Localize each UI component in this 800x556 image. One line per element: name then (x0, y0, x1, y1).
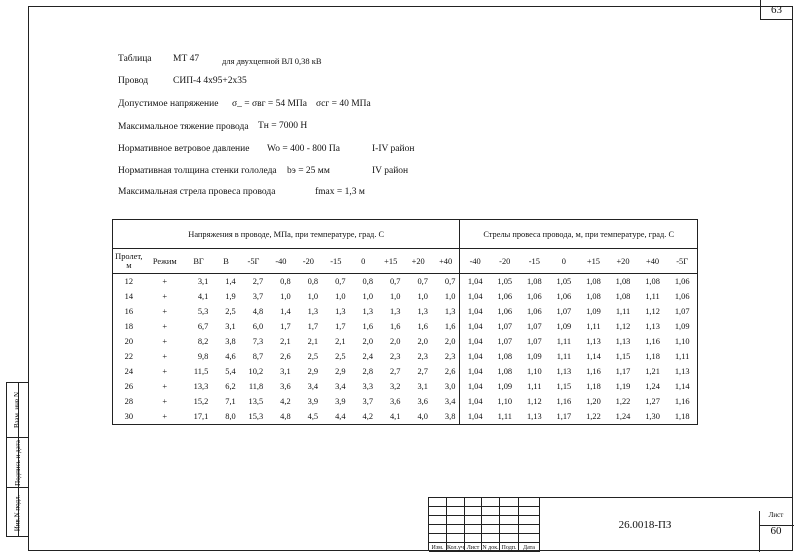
col-header-stress: -5Г (247, 256, 260, 266)
cell-sag: 1,08 (586, 292, 601, 301)
cell-stress: 1,3 (444, 307, 456, 316)
cell-stress: 3,6 (417, 397, 428, 406)
cell-sag: 1,15 (615, 352, 631, 361)
cell-stress: 2,6 (280, 352, 291, 361)
cell-stress: 1,0 (417, 292, 428, 301)
cell-stress: 3,9 (335, 397, 346, 406)
wire-value: СИП-4 4х95+2х35 (173, 76, 247, 86)
col-header-stress: +15 (384, 256, 398, 266)
cell-sag: 1,04 (460, 364, 490, 379)
cell-stress: 2,3 (417, 352, 428, 361)
cell-sag: 1,08 (645, 277, 660, 286)
cell-sag: 1,21 (645, 367, 660, 376)
cell-stress: 5,4 (225, 367, 236, 376)
cell-stress: 1,0 (307, 292, 319, 301)
cell-stress: 4,2 (280, 397, 291, 406)
cell-mode: + (162, 397, 168, 406)
cell-sag: 1,11 (674, 352, 690, 361)
cell-stress: 3,1 (197, 277, 209, 286)
cell-stress: 1,4 (280, 307, 291, 316)
cell-stress: 7,1 (225, 397, 236, 406)
cell-stress: 7,3 (252, 337, 264, 346)
side-label-inv: Инв.N подл. (13, 494, 22, 532)
table-row (113, 379, 698, 394)
cell-sag: 1,07 (526, 322, 542, 331)
cell-sag: 1,11 (556, 337, 572, 346)
stamp-cell (429, 507, 447, 516)
wire-label: Провод (118, 76, 149, 86)
cell-stress: 8,0 (225, 412, 236, 421)
cell-stress: 10,2 (248, 367, 264, 376)
cell-stress: 4,6 (225, 352, 236, 361)
cell-stress: 13,5 (248, 397, 264, 406)
cell-sag: 1,11 (645, 292, 660, 301)
cell-sag: 1,18 (674, 412, 690, 421)
allow-label: Допустимое напряжение (118, 99, 219, 109)
cell-stress: 17,1 (193, 412, 209, 421)
cell-span: 18 (124, 322, 134, 331)
sag-group-header: Стрелы провеса провода, м, при температуре, град. С (460, 220, 698, 249)
cell-stress: 1,3 (417, 307, 428, 316)
cell-sag: 1,08 (497, 367, 513, 376)
cell-sag: 1,10 (526, 367, 542, 376)
cell-stress: 4,5 (307, 412, 319, 421)
cell-sag: 1,05 (497, 277, 513, 286)
stamp-cell (447, 534, 465, 543)
table-code: МТ 47 (173, 54, 200, 64)
cell-sag: 1,18 (645, 352, 660, 361)
cell-stress: 3,3 (362, 382, 373, 391)
cell-stress: 1,0 (335, 292, 346, 301)
cell-span: 28 (124, 397, 134, 406)
cell-stress: 1,6 (389, 322, 401, 331)
table-desc: для двухцепной ВЛ 0,38 кВ (222, 56, 322, 66)
cell-sag: 1,06 (674, 292, 690, 301)
cell-stress: 1,0 (280, 292, 291, 301)
sag-label: Максимальная стрела провеса провода (118, 187, 276, 197)
col-header-sag: -5Г (676, 256, 689, 266)
wind-value: Wo = 400 - 800 Па (267, 144, 340, 154)
side-cell-inv (7, 488, 28, 538)
cell-stress: 4,2 (362, 412, 373, 421)
page-number-top: 63 (760, 0, 792, 20)
cell-stress: 1,4 (225, 277, 236, 286)
cell-sag: 1,22 (586, 412, 601, 421)
cell-sag: 1,09 (497, 382, 513, 391)
document-code: 26.0018-ПЗ (618, 519, 672, 531)
cell-mode: + (162, 352, 168, 361)
cell-sag: 1,04 (460, 379, 490, 394)
table-label: Таблица (118, 54, 152, 64)
cell-span: 22 (124, 352, 134, 361)
cell-stress: 2,5 (307, 352, 319, 361)
cell-sag: 1,13 (645, 322, 660, 331)
cell-sag: 1,07 (497, 337, 513, 346)
cell-sag: 1,08 (526, 277, 542, 286)
cell-stress: 1,0 (444, 292, 456, 301)
cell-mode: + (162, 292, 168, 301)
cell-stress: 6,0 (252, 322, 264, 331)
cell-sag: 1,10 (674, 337, 690, 346)
stamp-cell (447, 507, 465, 516)
cell-stress: 1,6 (417, 322, 428, 331)
cell-span: 24 (124, 367, 134, 376)
stamp-cell (519, 498, 540, 507)
cell-stress: 2,3 (389, 352, 401, 361)
stamp-cell (465, 498, 482, 507)
cell-sag: 1,04 (460, 349, 490, 364)
cell-sag: 1,17 (556, 412, 572, 421)
cell-sag: 1,08 (497, 352, 513, 361)
cell-stress: 2,3 (444, 352, 456, 361)
cell-stress: 3,6 (280, 382, 291, 391)
stamp-cell (482, 498, 500, 507)
cell-stress: 3,7 (362, 397, 373, 406)
cell-stress: 3,9 (307, 397, 319, 406)
cell-stress: 2,1 (307, 337, 319, 346)
col-header-sag: -40 (460, 249, 490, 274)
stamp-label: Изм. (429, 543, 447, 552)
col-header-sag: 0 (561, 256, 566, 266)
cell-sag: 1,19 (615, 382, 631, 391)
cell-stress: 2,5 (225, 307, 236, 316)
cell-sag: 1,12 (645, 307, 660, 316)
cell-sag: 1,24 (615, 412, 631, 421)
cell-stress: 3,2 (389, 382, 401, 391)
table-row (113, 274, 698, 290)
cell-stress: 15,3 (248, 412, 264, 421)
sheet-label: Лист (768, 511, 784, 519)
col-header-stress: 0 (361, 256, 366, 266)
cell-mode: + (162, 322, 168, 331)
stamp-label: Лист (465, 543, 482, 552)
cell-stress: 2,9 (335, 367, 346, 376)
data-table (112, 219, 698, 425)
col-header-stress: -20 (302, 256, 314, 266)
sheet-number: 60 (770, 525, 782, 537)
cell-sag: 1,17 (615, 367, 631, 376)
cell-sag: 1,16 (586, 367, 601, 376)
cell-sag: 1,04 (460, 274, 490, 290)
cell-sag: 1,14 (674, 382, 690, 391)
col-header-sag: +20 (616, 256, 630, 266)
side-cell-replace (7, 383, 28, 438)
table-row (113, 394, 698, 409)
table-row (113, 334, 698, 349)
cell-stress: 0,8 (362, 277, 373, 286)
cell-stress: 3,8 (444, 412, 456, 421)
stamp-label: Подп. (500, 543, 519, 552)
col-header-stress: ВГ (193, 256, 204, 266)
cell-stress: 4,0 (417, 412, 428, 421)
cell-mode: + (162, 337, 168, 346)
cell-span: 14 (124, 292, 134, 301)
cell-stress: 1,9 (225, 292, 236, 301)
cell-stress: 2,0 (389, 337, 401, 346)
stamp-cell (447, 498, 465, 507)
ice-value: bэ = 25 мм (287, 166, 330, 176)
cell-sag: 1,09 (526, 352, 542, 361)
cell-stress: 4,1 (389, 412, 401, 421)
cell-stress: 2,7 (389, 367, 401, 376)
col-header-mode: Режим (152, 256, 177, 266)
cell-stress: 3,1 (225, 322, 236, 331)
cell-stress: 1,3 (335, 307, 346, 316)
col-header-stress: -40 (275, 256, 287, 266)
cell-stress: 3,1 (280, 367, 291, 376)
cell-sag: 1,09 (556, 322, 572, 331)
cell-stress: 1,6 (362, 322, 373, 331)
cell-sag: 1,11 (497, 412, 512, 421)
cell-sag: 1,06 (526, 307, 542, 316)
col-header-sag: +40 (646, 256, 660, 266)
stamp-cell (500, 525, 519, 534)
cell-stress: 3,7 (252, 292, 264, 301)
cell-mode: + (162, 382, 168, 391)
cell-sag: 1,16 (674, 397, 690, 406)
cell-sag: 1,04 (460, 304, 490, 319)
wind-region: I-IV район (372, 144, 415, 154)
col-header-stress: -15 (330, 256, 342, 266)
cell-stress: 2,0 (362, 337, 373, 346)
stamp-cell (500, 507, 519, 516)
cell-stress: 11,5 (193, 367, 209, 376)
stamp-cell (482, 507, 500, 516)
tension-value: Тн = 7000 Н (258, 121, 308, 131)
side-stamp (6, 382, 28, 537)
stamp-cell (465, 507, 482, 516)
cell-stress: 0,8 (280, 277, 291, 286)
cell-stress: 8,7 (252, 352, 264, 361)
cell-stress: 9,8 (197, 352, 209, 361)
cell-stress: 1,3 (307, 307, 319, 316)
cell-sag: 1,13 (674, 367, 690, 376)
cell-sag: 1,12 (615, 322, 631, 331)
cell-stress: 2,1 (335, 337, 346, 346)
cell-stress: 1,3 (362, 307, 373, 316)
stamp-cell (482, 516, 500, 525)
cell-sag: 1,22 (615, 397, 631, 406)
side-label-replace: Взам. инв.N (13, 391, 22, 429)
stamp-cell (447, 525, 465, 534)
cell-sag: 1,13 (615, 337, 631, 346)
cell-mode: + (162, 412, 168, 421)
cell-sag: 1,10 (497, 397, 513, 406)
cell-stress: 8,2 (197, 337, 209, 346)
cell-sag: 1,07 (497, 322, 513, 331)
cell-sag: 1,08 (615, 277, 631, 286)
cell-stress: 3,4 (307, 382, 319, 391)
cell-sag: 1,27 (645, 397, 660, 406)
cell-stress: 1,0 (362, 292, 373, 301)
cell-sag: 1,04 (460, 394, 490, 409)
allow-value-1: σ_ = σвг = 54 МПа (232, 99, 307, 109)
wind-label: Нормативное ветровое давление (118, 144, 250, 154)
table-row (113, 289, 698, 304)
side-label-sign: Подпись и дата (13, 439, 22, 486)
cell-sag: 1,11 (556, 352, 572, 361)
allow-value-2: σcг = 40 МПа (316, 99, 371, 109)
stress-group-header: Напряжения в проводе, МПа, при температуре, град. С (188, 229, 385, 239)
table-row (113, 304, 698, 319)
cell-sag: 1,20 (586, 397, 601, 406)
cell-sag: 1,30 (645, 412, 660, 421)
stamp-cell (500, 534, 519, 543)
cell-span: 26 (124, 382, 134, 391)
cell-stress: 2,7 (417, 367, 428, 376)
col-header-span: Пролет, м (115, 252, 143, 270)
cell-sag: 1,06 (526, 292, 542, 301)
cell-sag: 1,07 (556, 307, 572, 316)
cell-sag: 1,06 (497, 292, 513, 301)
cell-stress: 2,0 (417, 337, 428, 346)
cell-sag: 1,24 (645, 382, 660, 391)
cell-sag: 1,14 (586, 352, 601, 361)
cell-sag: 1,16 (556, 397, 572, 406)
cell-sag: 1,11 (586, 322, 601, 331)
sag-value: fmax = 1,3 м (315, 187, 365, 197)
cell-sag: 1,09 (586, 307, 601, 316)
cell-stress: 2,8 (362, 367, 373, 376)
cell-stress: 2,1 (280, 337, 291, 346)
col-header-sag: -20 (499, 256, 511, 266)
side-cell-sign (7, 438, 28, 488)
cell-sag: 1,04 (460, 319, 490, 334)
cell-stress: 6,7 (197, 322, 209, 331)
cell-stress: 0,7 (444, 277, 456, 286)
stamp-cell (500, 516, 519, 525)
col-header-stress: В (223, 256, 229, 266)
stamp-cell (519, 534, 540, 543)
cell-stress: 3,4 (444, 397, 456, 406)
col-header-stress: +20 (411, 256, 425, 266)
cell-stress: 11,8 (248, 382, 264, 391)
ice-label: Нормативная толщина стенки гололеда (118, 166, 277, 176)
cell-span: 12 (124, 277, 134, 286)
cell-stress: 2,7 (252, 277, 264, 286)
cell-sag: 1,13 (526, 412, 542, 421)
cell-stress: 3,8 (225, 337, 236, 346)
col-header-stress: +40 (439, 256, 453, 266)
cell-sag: 1,16 (645, 337, 660, 346)
stamp-cell (447, 516, 465, 525)
cell-span: 30 (124, 412, 134, 421)
cell-sag: 1,11 (615, 307, 631, 316)
cell-stress: 1,3 (389, 307, 401, 316)
cell-stress: 2,9 (307, 367, 319, 376)
cell-sag: 1,09 (674, 322, 690, 331)
cell-stress: 3,4 (335, 382, 346, 391)
cell-sag: 1,06 (556, 292, 572, 301)
table-row (113, 409, 698, 425)
cell-stress: 3,0 (444, 382, 456, 391)
cell-stress: 1,6 (444, 322, 456, 331)
cell-sag: 1,07 (674, 307, 690, 316)
stamp-cell (465, 525, 482, 534)
cell-stress: 5,3 (197, 307, 209, 316)
cell-sag: 1,06 (497, 307, 513, 316)
cell-stress: 0,7 (417, 277, 428, 286)
cell-stress: 1,0 (389, 292, 401, 301)
ice-region: IV район (372, 166, 409, 176)
cell-span: 20 (124, 337, 134, 346)
cell-stress: 6,2 (225, 382, 236, 391)
cell-sag: 1,07 (526, 337, 542, 346)
cell-sag: 1,13 (556, 367, 572, 376)
table-row (113, 349, 698, 364)
cell-stress: 4,8 (252, 307, 264, 316)
col-header-sag: -15 (528, 256, 540, 266)
cell-sag: 1,13 (586, 337, 601, 346)
cell-sag: 1,08 (615, 292, 631, 301)
cell-sag: 1,04 (460, 334, 490, 349)
cell-stress: 3,1 (417, 382, 428, 391)
cell-span: 16 (124, 307, 134, 316)
cell-sag: 1,12 (526, 397, 542, 406)
stamp-cell (519, 525, 540, 534)
cell-sag: 1,06 (674, 277, 690, 286)
stamp-label: N док. (482, 545, 499, 551)
table-row (113, 364, 698, 379)
cell-stress: 2,4 (362, 352, 373, 361)
stamp-cell (465, 516, 482, 525)
cell-sag: 1,15 (556, 382, 572, 391)
cell-sag: 1,18 (586, 382, 601, 391)
stamp-label: Дата (519, 543, 540, 552)
cell-stress: 0,7 (335, 277, 346, 286)
cell-stress: 4,8 (280, 412, 291, 421)
cell-stress: 4,1 (197, 292, 209, 301)
tension-label: Максимальное тяжение провода (118, 122, 249, 132)
stamp-cell (429, 516, 447, 525)
cell-mode: + (162, 277, 168, 286)
stamp-cell (482, 534, 500, 543)
cell-stress: 3,6 (389, 397, 401, 406)
stamp-cell (429, 534, 447, 543)
cell-stress: 2,5 (335, 352, 346, 361)
cell-stress: 4,4 (335, 412, 346, 421)
cell-sag: 1,04 (460, 289, 490, 304)
cell-stress: 1,7 (280, 322, 291, 331)
cell-stress: 15,2 (193, 397, 209, 406)
stamp-cell (519, 516, 540, 525)
table-row (113, 319, 698, 334)
stamp-cell (519, 507, 540, 516)
col-header-sag: +15 (586, 256, 600, 266)
cell-stress: 13,3 (193, 382, 209, 391)
stamp-cell (482, 525, 500, 534)
cell-stress: 2,0 (444, 337, 456, 346)
cell-stress: 1,7 (307, 322, 319, 331)
cell-sag: 1,08 (586, 277, 601, 286)
cell-mode: + (162, 307, 168, 316)
cell-sag: 1,04 (460, 409, 490, 425)
stamp-cell (500, 498, 519, 507)
stamp-cell (465, 534, 482, 543)
cell-mode: + (162, 367, 168, 376)
stamp-label: Кол.уч (446, 545, 465, 551)
stamp-cell (429, 525, 447, 534)
cell-stress: 0,7 (389, 277, 401, 286)
cell-stress: 1,7 (335, 322, 346, 331)
cell-sag: 1,05 (556, 277, 572, 286)
cell-stress: 0,8 (307, 277, 319, 286)
stamp-cell (429, 498, 447, 507)
cell-stress: 2,6 (444, 367, 456, 376)
cell-sag: 1,11 (527, 382, 542, 391)
